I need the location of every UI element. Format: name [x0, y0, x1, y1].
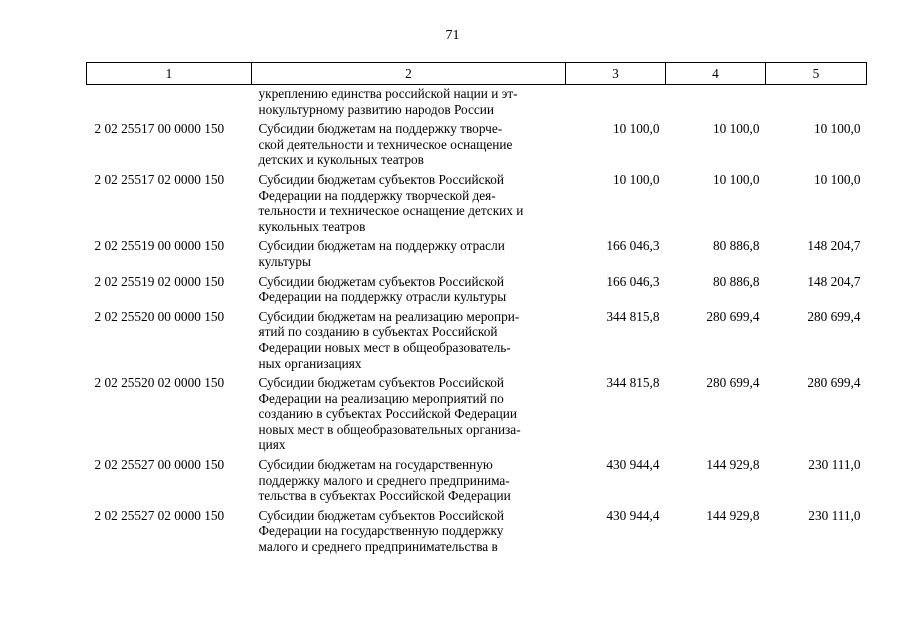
budget-code: 2 02 25527 02 0000 150 — [94, 507, 225, 523]
table-row — [87, 234, 867, 269]
amount-year-3: 148 204,7 — [807, 273, 861, 289]
description-line: Субсидии бюджетам на реализацию меропри- — [258, 308, 520, 324]
amount-year-3: 280 699,4 — [807, 308, 861, 324]
description-line: ятий по созданию в субъектах Российской — [258, 324, 498, 340]
budget-code: 2 02 25519 00 0000 150 — [94, 238, 225, 254]
budget-code — [87, 85, 252, 118]
description-line: культуры — [258, 253, 311, 269]
income-description — [252, 305, 566, 371]
income-description — [252, 117, 566, 168]
description-line: Субсидии бюджетам субъектов Российской — [258, 273, 505, 289]
amount-year-1: 166 046,3 — [606, 238, 660, 254]
income-description — [252, 234, 566, 269]
income-description — [252, 453, 566, 504]
description-line: Субсидии бюджетам субъектов Российской — [258, 171, 505, 187]
description-line: детских и кукольных театров — [258, 152, 424, 168]
table-header-row — [87, 63, 867, 85]
budget-code: 2 02 25517 00 0000 150 — [94, 121, 225, 137]
amount-year-2: 280 699,4 — [706, 308, 760, 324]
budget-code: 2 02 25519 02 0000 150 — [94, 273, 225, 289]
description-line: Федерации на реализацию мероприятий по — [258, 390, 504, 406]
description-line: укреплению единства российской нации и эт- — [258, 86, 518, 101]
description-line: Федерации новых мест в общеобразователь- — [258, 339, 511, 355]
table-row — [87, 85, 867, 118]
amount-year-1: 10 100,0 — [612, 121, 660, 137]
amount-year-2 — [666, 85, 766, 118]
amount-year-2: 144 929,8 — [706, 457, 760, 473]
table-row — [87, 305, 867, 371]
description-line: Федерации на государственную поддержку — [258, 523, 504, 539]
column-header-5: 5 — [766, 63, 867, 85]
description-line: циях — [258, 437, 286, 453]
amount-year-3: 10 100,0 — [813, 121, 861, 137]
amount-year-3: 230 111,0 — [808, 457, 861, 473]
amount-year-1: 10 100,0 — [612, 171, 660, 187]
amount-year-3: 148 204,7 — [807, 238, 861, 254]
income-description — [252, 504, 566, 555]
description-line: Субсидии бюджетам на поддержку отрасли — [258, 238, 505, 254]
amount-year-1: 430 944,4 — [606, 507, 660, 523]
amount-year-2: 80 886,8 — [712, 273, 760, 289]
table-row — [87, 504, 867, 555]
column-header-1: 1 — [87, 63, 252, 85]
budget-code: 2 02 25520 00 0000 150 — [94, 308, 225, 324]
amount-year-2: 80 886,8 — [712, 238, 760, 254]
budget-code: 2 02 25517 02 0000 150 — [94, 171, 225, 187]
description-line: Субсидии бюджетам субъектов Российской — [258, 375, 505, 391]
table-row — [87, 168, 867, 234]
table-row — [87, 117, 867, 168]
description-line: ных организациях — [258, 355, 362, 371]
income-description — [252, 85, 566, 118]
table-row — [87, 270, 867, 305]
description-line: Федерации на поддержку отрасли культуры — [258, 289, 507, 305]
amount-year-1: 166 046,3 — [606, 273, 660, 289]
amount-year-1: 344 815,8 — [606, 308, 660, 324]
description-line: малого и среднего предпринимательства в — [258, 539, 498, 555]
description-line: Субсидии бюджетам на поддержку творче- — [258, 121, 503, 137]
amount-year-3 — [766, 85, 867, 118]
amount-year-1: 430 944,4 — [606, 457, 660, 473]
amount-year-3: 280 699,4 — [807, 375, 861, 391]
amount-year-1: 344 815,8 — [606, 375, 660, 391]
income-description — [252, 371, 566, 453]
budget-code: 2 02 25527 00 0000 150 — [94, 457, 225, 473]
description-line: тельности и техническое оснащение детских и — [258, 203, 524, 219]
description-line: Федерации на поддержку творческой дея- — [258, 187, 496, 203]
amount-year-1 — [566, 85, 666, 118]
budget-code: 2 02 25520 02 0000 150 — [94, 375, 225, 391]
description-line: созданию в субъектах Российской Федерации — [258, 406, 518, 422]
income-description — [252, 168, 566, 234]
amount-year-2: 144 929,8 — [706, 507, 760, 523]
description-line: тельства в субъектах Российской Федерации — [258, 488, 511, 504]
description-line: поддержку малого и среднего предпринима- — [258, 472, 510, 488]
description-line: нокультурному развитию народов России — [258, 101, 495, 117]
description-line: Субсидии бюджетам субъектов Российской — [258, 507, 505, 523]
amount-year-2: 280 699,4 — [706, 375, 760, 391]
description-line: Субсидии бюджетам на государственную — [258, 457, 493, 473]
budget-table — [86, 62, 867, 555]
page-number: 71 — [445, 28, 460, 43]
table-row — [87, 371, 867, 453]
column-header-3: 3 — [566, 63, 666, 85]
amount-year-3: 230 111,0 — [808, 507, 861, 523]
description-line: кукольных театров — [258, 218, 366, 234]
amount-year-3: 10 100,0 — [813, 171, 861, 187]
column-header-4: 4 — [666, 63, 766, 85]
column-header-2: 2 — [252, 63, 566, 85]
amount-year-2: 10 100,0 — [712, 121, 760, 137]
description-line: ской деятельности и техническое оснащение — [258, 136, 513, 152]
description-line: новых мест в общеобразовательных организа- — [258, 421, 521, 437]
amount-year-2: 10 100,0 — [712, 171, 760, 187]
table-row — [87, 453, 867, 504]
income-description — [252, 270, 566, 305]
